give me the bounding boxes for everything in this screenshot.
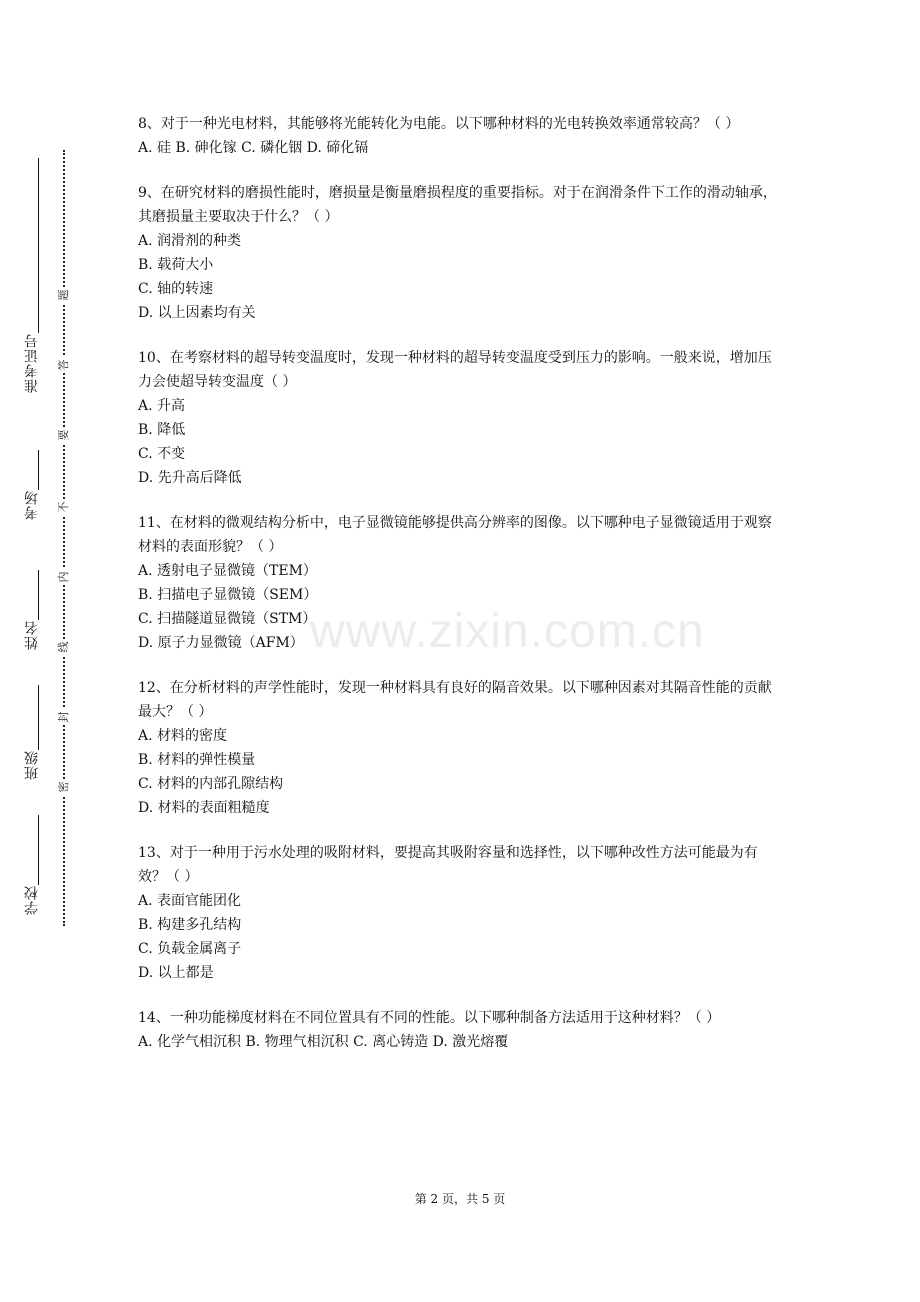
- question-9: [138, 181, 783, 325]
- question-options-inline: A. 硅 B. 砷化镓 C. 磷化铟 D. 碲化镉: [138, 140, 369, 156]
- question-text: 8、对于一种光电材料，其能够将光能转化为电能。以下哪种材料的光电转换效率通常较高？（ ）: [138, 116, 740, 132]
- question-options-inline: A. 化学气相沉积 B. 物理气相沉积 C. 离心铸造 D. 激光熔覆: [138, 1034, 509, 1050]
- option-c: C. 不变: [138, 446, 186, 462]
- field-exam-id: [14, 158, 50, 393]
- question-text: 10、在考察材料的超导转变温度时，发现一种材料的超导转变温度受到压力的影响。一般来说，增加压力会使超导转变温度（ ）: [138, 350, 772, 390]
- field-class-label: 班级: [24, 750, 40, 780]
- field-school: [14, 815, 50, 915]
- option-d: D. 先升高后降低: [138, 470, 242, 486]
- option-a: A. 材料的密度: [138, 728, 228, 744]
- option-a: A. 透射电子显微镜（TEM）: [138, 563, 317, 579]
- seal-dotted-line: [63, 150, 65, 926]
- option-d: D. 原子力显微镜（AFM）: [138, 635, 304, 651]
- question-list: [138, 112, 783, 1075]
- option-a: A. 升高: [138, 398, 186, 414]
- option-d: D. 材料的表面粗糙度: [138, 800, 270, 816]
- binding-fields: [14, 150, 50, 970]
- field-name-line: [38, 570, 39, 620]
- field-class-line: [38, 685, 39, 750]
- option-b: B. 材料的弹性模量: [138, 752, 256, 768]
- option-c: C. 轴的转速: [138, 281, 214, 297]
- question-8: [138, 112, 783, 160]
- seal-char-nei: 内: [57, 569, 71, 585]
- seal-char-ti: 题: [57, 287, 71, 303]
- seal-char-da: 答: [57, 357, 71, 373]
- question-text: 12、在分析材料的声学性能时，发现一种材料具有良好的隔音效果。以下哪种因素对其隔音性能的贡献最大？（ ）: [138, 680, 772, 720]
- field-name: [14, 570, 50, 650]
- question-text: 13、对于一种用于污水处理的吸附材料，要提高其吸附容量和选择性，以下哪种改性方法可能最为有效？（ ）: [138, 845, 758, 885]
- question-text: 14、一种功能梯度材料在不同位置具有不同的性能。以下哪种制备方法适用于这种材料？（ ）: [138, 1010, 721, 1026]
- question-14: [138, 1006, 783, 1054]
- field-class: [14, 685, 50, 780]
- option-d: D. 以上因素均有关: [138, 305, 256, 321]
- option-c: C. 材料的内部孔隙结构: [138, 776, 284, 792]
- seal-char-feng: 封: [57, 709, 71, 725]
- option-a: A. 润滑剂的种类: [138, 233, 242, 249]
- field-school-line: [38, 815, 39, 885]
- page-number: 第 2 页，共 5 页: [414, 1192, 506, 1206]
- seal-char-yao: 要: [57, 427, 71, 443]
- option-c: C. 负载金属离子: [138, 941, 242, 957]
- seal-char-xian: 线: [57, 639, 71, 655]
- question-text: 9、在研究材料的磨损性能时，磨损量是衡量磨损程度的重要指标。对于在润滑条件下工作的滑动轴承，其磨损量主要取决于什么？（ ）: [138, 185, 777, 225]
- question-10: [138, 346, 783, 490]
- field-room-line: [38, 450, 39, 490]
- question-12: [138, 676, 783, 820]
- question-13: [138, 841, 783, 985]
- option-b: B. 构建多孔结构: [138, 917, 242, 933]
- watermark: www.zixin.com.cn: [310, 605, 705, 658]
- option-b: B. 降低: [138, 422, 186, 438]
- option-d: D. 以上都是: [138, 965, 214, 981]
- field-exam-id-line: [38, 158, 39, 333]
- option-b: B. 载荷大小: [138, 257, 214, 273]
- option-a: A. 表面官能团化: [138, 893, 242, 909]
- option-c: C. 扫描隧道显微镜（STM）: [138, 611, 317, 627]
- seal-char-bu: 不: [57, 499, 71, 515]
- question-text: 11、在材料的微观结构分析中，电子显微镜能够提供高分辨率的图像。以下哪种电子显微镜适用于观察材料的表面形貌？（ ）: [138, 515, 772, 555]
- field-school-label: 学校: [24, 885, 40, 915]
- seal-char-mi: 密: [57, 779, 71, 795]
- field-room-label: 考场: [24, 490, 40, 520]
- field-exam-id-label: 准考证号: [24, 333, 40, 393]
- option-b: B. 扫描电子显微镜（SEM）: [138, 587, 318, 603]
- field-room: [14, 450, 50, 520]
- question-11: [138, 511, 783, 655]
- field-name-label: 姓名: [24, 620, 40, 650]
